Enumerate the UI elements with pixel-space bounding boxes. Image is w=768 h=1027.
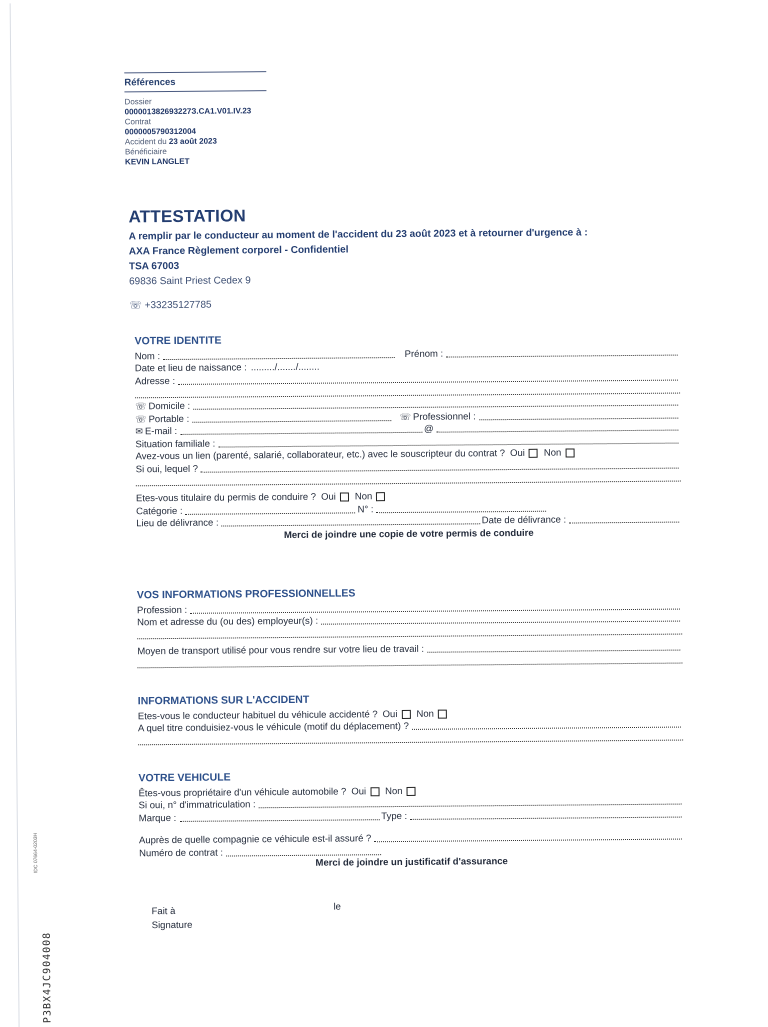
transport-label: Moyen de transport utilisé pour vous rendre sur votre lieu de travail : [137, 643, 425, 657]
recipient-name: AXA France Règlement corporel - Confidentiel [128, 244, 349, 258]
lequel-label: Si oui, lequel ? [135, 463, 199, 475]
accident-date-value: 23 août 2023 [168, 136, 217, 147]
accident-section [138, 691, 683, 748]
lien-non-label: Non [543, 447, 562, 459]
domicile-label: Domicile : [148, 400, 191, 413]
at-sign: @ [423, 423, 434, 435]
beneficiaire-value: KEVIN LANGLET [124, 156, 190, 167]
employeur-label: Nom et adresse du (ou des) employeur(s) : [137, 615, 319, 629]
situation-label: Situation familiale : [135, 438, 216, 450]
permis-oui-label: Oui [321, 491, 336, 503]
merci-assurance-note: Merci de joindre un justificatif d'assurance [315, 855, 508, 869]
lieu-delivrance-label: Lieu de délivrance : [136, 517, 219, 530]
contrat-label: Contrat [124, 117, 151, 127]
marque-label: Marque : [138, 812, 177, 824]
nom-field[interactable] [163, 349, 395, 360]
conducteur-oui-checkbox[interactable] [401, 709, 410, 718]
professionnel-field[interactable] [479, 409, 679, 420]
portable-label: Portable : [148, 413, 190, 425]
email-label: E-mail : [144, 425, 178, 438]
marque-field[interactable] [179, 811, 379, 822]
signature-block [152, 905, 193, 933]
vehicule-title: VOTRE VEHICULE [138, 771, 231, 785]
naissance-label: Date et lieu de naissance : [134, 362, 247, 375]
conducteur-oui-label: Oui [382, 708, 398, 720]
side-reference-small: IDC 07664-0203H [32, 832, 40, 874]
lien-question: Avez-vous un lien (parenté, salarié, collaborateur, etc.) avec le souscripteur du contrat ? [135, 448, 506, 463]
proprietaire-non-checkbox[interactable] [407, 786, 416, 795]
naissance-field[interactable]: ........./......./........ [250, 361, 320, 374]
contact-phone: ☏ +33235127785 [129, 299, 212, 312]
employeur-field[interactable] [321, 613, 680, 625]
fait-a-label: Fait à [151, 905, 176, 918]
compagnie-field[interactable] [374, 831, 682, 843]
portable-field[interactable] [192, 412, 392, 423]
recipient-city: 69836 Saint Priest Cedex 9 [129, 275, 251, 288]
adresse-label: Adresse : [134, 375, 176, 387]
lien-oui-checkbox[interactable] [529, 449, 538, 458]
identite-title: VOTRE IDENTITE [134, 334, 222, 348]
beneficiaire-label: Bénéficiaire [124, 147, 167, 157]
contrat-value: 0000005790312004 [124, 126, 197, 137]
lien-non-checkbox[interactable] [565, 448, 574, 457]
phone-icon: ☏ [399, 411, 412, 422]
prenom-label: Prénom : [404, 348, 444, 360]
email-icon: ✉ [135, 426, 143, 437]
proprietaire-oui-label: Oui [351, 785, 367, 797]
titre-field[interactable] [412, 719, 681, 730]
references-block [124, 71, 325, 168]
permis-non-label: Non [354, 491, 373, 503]
type-label: Type : [381, 810, 408, 822]
professionnel-label: Professionnel : [412, 410, 476, 423]
page-title: ATTESTATION [128, 206, 247, 227]
le-label: le [333, 901, 342, 913]
profession-label: Profession : [136, 604, 188, 616]
contrat-field[interactable] [226, 846, 381, 856]
nom-label: Nom : [134, 350, 161, 362]
numero-field[interactable] [376, 502, 546, 512]
permis-oui-checkbox[interactable] [340, 492, 349, 501]
merci-permis-note: Merci de joindre une copie de votre permis de conduire [283, 527, 534, 542]
proprietaire-question: Êtes-vous propriétaire d'un véhicule automobile ? [138, 785, 347, 799]
identite-section [135, 331, 682, 543]
pro-section [137, 585, 683, 670]
accident-label: Accident du [124, 137, 167, 147]
email-domain-field[interactable] [437, 422, 679, 433]
conducteur-non-label: Non [416, 708, 434, 720]
pro-title: VOS INFORMATIONS PROFESSIONNELLES [136, 587, 356, 602]
permis-question: Etes-vous titulaire du permis de conduire ? [135, 491, 317, 505]
lieu-delivrance-field[interactable] [222, 515, 480, 526]
proprietaire-oui-checkbox[interactable] [370, 787, 379, 796]
side-barcode-text: P3BX4JC904008 [41, 931, 54, 1024]
immatriculation-label: Si oui, n° d'immatriculation : [138, 799, 256, 812]
titre-label: A quel titre conduisiez-vous le véhicule (motif du déplacement) ? [137, 720, 409, 735]
signature-label: Signature [151, 919, 193, 932]
divider [124, 71, 266, 73]
vehicule-section [138, 768, 684, 870]
contrat-label: Numéro de contrat : [139, 847, 224, 859]
conducteur-non-checkbox[interactable] [438, 709, 447, 718]
type-field[interactable] [410, 808, 682, 819]
instruction-text: A remplir par le conducteur au moment de l'accident du 23 août 2023 et à retourner d'urgence à : [128, 227, 588, 243]
phone-icon: ☏ [135, 401, 147, 412]
date-delivrance-label: Date de délivrance : [481, 514, 567, 527]
categorie-field[interactable] [186, 504, 356, 514]
proprietaire-non-label: Non [385, 785, 403, 797]
date-delivrance-field[interactable] [569, 514, 679, 524]
mobile-phone-icon: ☏ [135, 413, 147, 424]
dossier-label: Dossier [124, 97, 152, 107]
compagnie-label: Auprès de quelle compagnie ce véhicule est-il assuré ? [138, 833, 372, 847]
categorie-label: Catégorie : [136, 505, 183, 517]
transport-field[interactable] [427, 641, 680, 652]
references-title: Références [124, 76, 176, 89]
accident-title: INFORMATIONS SUR L'ACCIDENT [137, 693, 310, 708]
recipient-tsa: TSA 67003 [128, 260, 180, 273]
permis-non-checkbox[interactable] [376, 492, 385, 501]
numero-label: N° : [357, 503, 374, 515]
prenom-field[interactable] [446, 346, 678, 357]
email-field[interactable] [180, 424, 422, 435]
lien-oui-label: Oui [510, 447, 525, 460]
attestation-header [128, 202, 689, 311]
conducteur-question: Etes-vous le conducteur habituel du véhicule accidenté ? [137, 708, 378, 722]
page-margin-line [10, 3, 20, 1027]
dossier-value: 000001382693227З.CA1.V01.IV.23 [124, 106, 252, 117]
